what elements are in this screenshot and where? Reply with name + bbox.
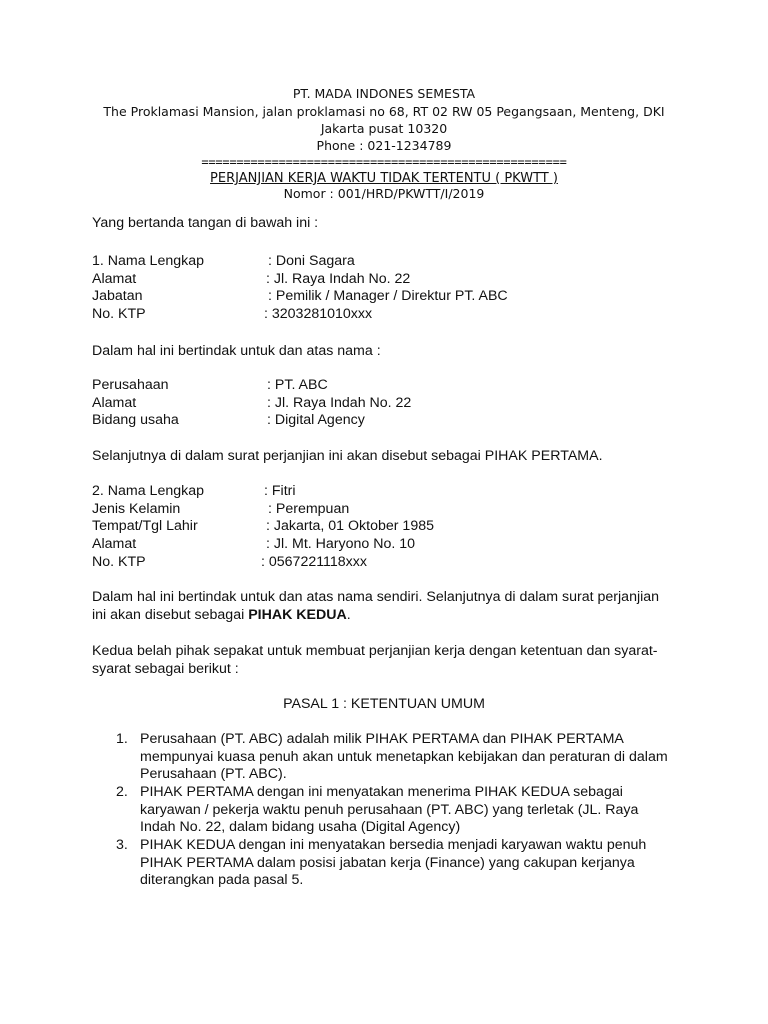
article1-item2: [140, 784, 680, 837]
article1-item3-line3: diterangkan pada pasal 5.: [140, 872, 304, 889]
article1-item2-line1: PIHAK PERTAMA dengan ini menyatakan menerima PIHAK KEDUA sebagai: [140, 784, 623, 800]
second-party-note-bold: PIHAK KEDUA: [248, 607, 347, 623]
article1-heading: PASAL 1 : KETENTUAN UMUM: [283, 696, 485, 712]
company-address-line2: Jakarta pusat 10320: [320, 121, 448, 136]
article1-item3: [140, 837, 680, 890]
party1-ktp-value: : 3203281010xxx: [264, 306, 373, 322]
company-field-value: : Digital Agency: [267, 412, 365, 428]
party2-gender-label: Jenis Kelamin: [92, 501, 181, 517]
acting-on-behalf-text: Dalam hal ini bertindak untuk dan atas nama :: [92, 343, 381, 359]
party2-birth-value: : Jakarta, 01 Oktober 1985: [266, 518, 434, 534]
article1-item1-line2: mempunyai kuasa penuh akan untuk menetapkan kebijakan dan peraturan di dalam: [140, 748, 668, 765]
party2-birth-label: Tempat/Tgl Lahir: [92, 518, 198, 534]
article1-item3-number: 3.: [116, 837, 128, 853]
header-separator: ====================================================: [201, 155, 567, 169]
company-address-value: : Jl. Raya Indah No. 22: [267, 395, 412, 411]
second-party-note-suffix: .: [346, 607, 351, 623]
company-value: : PT. ABC: [267, 377, 328, 393]
agreement-note-line1: Kedua belah pihak sepakat untuk membuat perjanjian kerja dengan ketentuan dan syarat-: [92, 643, 658, 659]
party1-name-label: 1. Nama Lengkap: [92, 253, 204, 269]
document-number: Nomor : 001/HRD/PKWTT/I/2019: [283, 186, 485, 201]
company-address-line1: The Proklamasi Mansion, jalan proklamasi no 68, RT 02 RW 05 Pegangsaan, Menteng, DKI: [103, 104, 665, 119]
company-address-label: Alamat: [92, 395, 137, 411]
party2-gender-value: : Perempuan: [268, 501, 350, 517]
article1-item2-line3: Indah No. 22, dalam bidang usaha (Digital Agency): [140, 819, 461, 836]
party1-name-value: : Doni Sagara: [268, 253, 355, 269]
party1-address-value: : Jl. Raya Indah No. 22: [266, 271, 411, 287]
article1-item3-line2: PIHAK PERTAMA dalam posisi jabatan kerja (Finance) yang cakupan kerjanya: [140, 854, 635, 871]
party2-address-label: Alamat: [92, 536, 137, 552]
party2-ktp-label: No. KTP: [92, 554, 146, 570]
document-title: PERJANJIAN KERJA WAKTU TIDAK TERTENTU ( PKWTT ): [210, 171, 558, 186]
agreement-note-line2: syarat sebagai berikut :: [92, 661, 239, 677]
company-phone: Phone : 021-1234789: [316, 138, 452, 153]
party1-ktp-label: No. KTP: [92, 306, 146, 322]
article1-item1-line3: Perusahaan (PT. ABC).: [140, 766, 287, 783]
company-field-label: Bidang usaha: [92, 412, 179, 428]
article1-item2-number: 2.: [116, 784, 128, 800]
party1-name-row: [92, 253, 204, 271]
article1-item1-line1: Perusahaan (PT. ABC) adalah milik PIHAK PERTAMA dan PIHAK PERTAMA: [140, 731, 624, 747]
article1-item1-number: 1.: [116, 731, 128, 747]
party2-name-label: 2. Nama Lengkap: [92, 483, 204, 499]
second-party-note-prefix: ini akan disebut sebagai: [92, 607, 249, 623]
party2-name-value: : Fitri: [264, 483, 296, 499]
party1-position-label: Jabatan: [92, 288, 143, 304]
company-name: PT. MADA INDONES SEMESTA: [292, 86, 476, 101]
party1-position-value: : Pemilik / Manager / Direktur PT. ABC: [268, 288, 508, 304]
first-party-note: Selanjutnya di dalam surat perjanjian ini akan disebut sebagai PIHAK PERTAMA.: [92, 448, 603, 464]
second-party-note-line2: [92, 607, 351, 625]
party1-address-label: Alamat: [92, 271, 137, 287]
company-label: Perusahaan: [92, 377, 169, 393]
party2-address-value: : Jl. Mt. Haryono No. 10: [266, 536, 416, 552]
intro-text: Yang bertanda tangan di bawah ini :: [92, 215, 319, 231]
second-party-note-line1: Dalam hal ini bertindak untuk dan atas nama sendiri. Selanjutnya di dalam surat perjanjian: [92, 589, 660, 605]
party2-ktp-value: : 0567221118xxx: [261, 554, 367, 570]
article1-item2-line2: karyawan / pekerja waktu penuh perusahaan (PT. ABC) yang terletak (JL. Raya: [140, 801, 639, 818]
article1-item1: [140, 731, 680, 784]
article1-item3-line1: PIHAK KEDUA dengan ini menyatakan bersedia menjadi karyawan waktu penuh: [140, 837, 647, 853]
